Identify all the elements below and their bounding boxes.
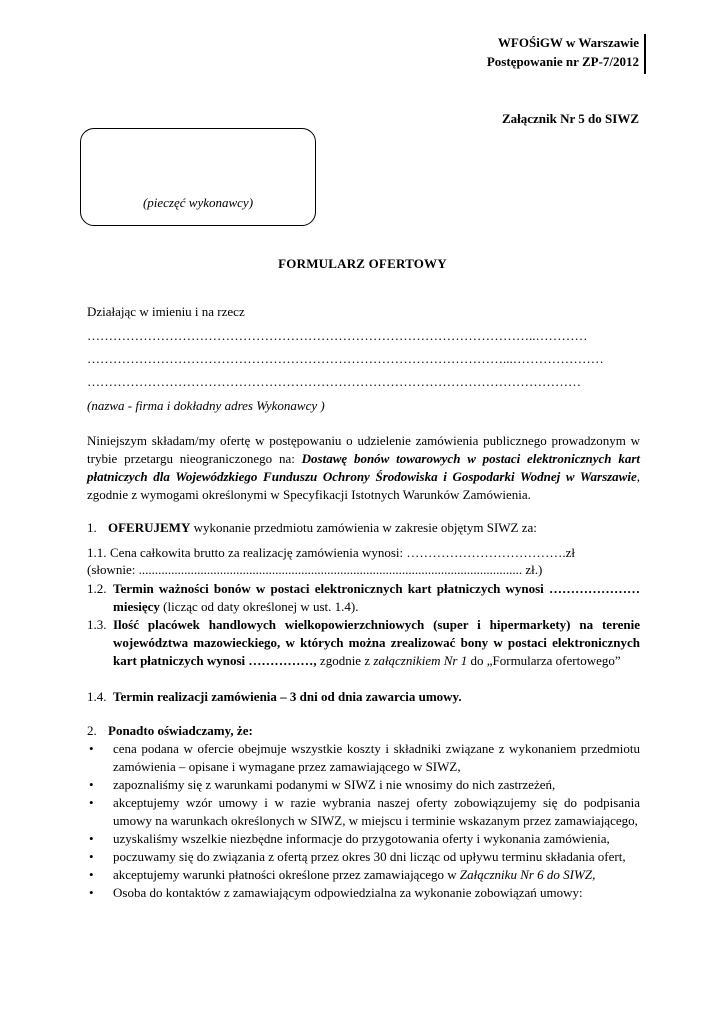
section-2-number: 2. [87, 723, 97, 738]
declaration-item: • uzyskaliśmy wszelkie niezbędne informacje do przygotowania oferty i wykonania zamówienia, [89, 831, 610, 846]
item-1-2-text [113, 580, 640, 616]
item-1-3-rest2: do „Formularza ofertowego” [467, 653, 621, 668]
bullet-icon: • [89, 867, 94, 882]
item-1-2-bold: Termin ważności bonów w postaci elektronicznych kart płatniczych wynosi ………………… miesięcy [113, 581, 640, 614]
header-vertical-rule [644, 34, 646, 74]
section-1-text: wykonanie przedmiotu zamówienia w zakresie objętym SIWZ za: [190, 520, 537, 535]
header-org: WFOŚiGW w Warszawie [497, 35, 639, 50]
stamp-label: (pieczęć wykonawcy) [142, 195, 254, 210]
bullet-icon: • [89, 849, 94, 864]
form-title: FORMULARZ OFERTOWY [278, 256, 447, 271]
bullet-icon: • [89, 831, 94, 846]
item-1-3-rest: zgodnie z [316, 653, 374, 668]
annex-label: Załącznik Nr 5 do SIWZ [501, 111, 639, 126]
item-1-4-number: 1.4. [87, 689, 107, 704]
declaration-item: • akceptujemy warunki płatności określone przez zamawiającego w Załączniku Nr 6 do SIWZ, [89, 867, 596, 882]
intro-text-start: Niniejszym składam/my ofertę w postępowaniu o udzielenie zamówienia publicznego prowadzonym w trybie przetargu nieograniczonego na: [87, 433, 640, 466]
item-1-3-italic: załącznikiem Nr 1 [373, 653, 468, 668]
item-1-1-words: (słownie: ...................................................................................................................... zł.) [87, 562, 543, 577]
declaration-item: • poczuwamy się do związania z ofertą przez okres 30 dni licząc od upływu terminu składania ofert, [89, 849, 626, 864]
item-1-3-text [113, 616, 640, 670]
dotted-line-3: …………………………………………………………………………………………………… [87, 374, 581, 389]
item-1-1-number: 1.1. [87, 545, 107, 560]
item-1-3-number: 1.3. [87, 617, 107, 632]
section-2-heading: Ponadto oświadczamy, że: [108, 723, 253, 738]
bullet-icon: • [89, 777, 94, 792]
item-1-3-bold: Ilość placówek handlowych wielkopowierzchniowych (super i hipermarkety) na terenie województwa mazowieckiego, w których można zrealizować bony w postaci elektronicznych kart płatniczych wynosi ……………, [113, 617, 640, 668]
intro-subject: Dostawę bonów towarowych w postaci elektronicznych kart płatniczych dla Wojewódzkiego Funduszu Ochrony Środowiska i Gospodarki Wodnej w Warszawie [87, 451, 640, 484]
intro-text-end: , zgodnie z wymogami określonymi w Specyfikacji Istotnych Warunków Zamówienia. [87, 469, 640, 502]
contractor-name-note: (nazwa - firma i dokładny adres Wykonawcy ) [87, 398, 325, 413]
item-1-2-rest: (licząc od daty określonej w ust. 1.4). [159, 599, 359, 614]
declaration-item: • Osoba do kontaktów z zamawiającym odpowiedzialna za wykonanie zobowiązań umowy: [89, 885, 583, 900]
section-1-heading [108, 519, 640, 537]
header-proceeding: Postępowanie nr ZP-7/2012 [486, 54, 639, 69]
contractor-stamp-box [80, 128, 316, 226]
acting-label: Działając w imieniu i na rzecz [87, 304, 245, 319]
intro-paragraph [87, 432, 640, 504]
item-1-1-text: Cena całkowita brutto za realizację zamówienia wynosi: ……………………………….zł [110, 545, 575, 560]
declaration-item: • cena podana w ofercie obejmuje wszystkie koszty i składniki związane z wykonaniem przedmiotu zamówienia – opisane i wymagane przez zamawiającego w SIWZ, [89, 741, 640, 774]
item-1-4-bold: Termin realizacji zamówienia – 3 dni od dnia zawarcia umowy. [113, 689, 462, 704]
bullet-icon: • [89, 795, 94, 810]
bullet-icon: • [89, 741, 94, 756]
dotted-line-2: ……………………………………………………………………………………...………………… [87, 351, 604, 366]
dotted-line-1: …………………………………………………………………………………………..………… [87, 328, 588, 343]
section-1-number: 1. [87, 520, 97, 535]
declaration-item: • zapoznaliśmy się z warunkami podanymi w SIWZ i nie wnosimy do nich zastrzeżeń, [89, 777, 556, 792]
bullet-icon: • [89, 885, 94, 900]
declarations-list [87, 740, 640, 902]
section-1-bold: OFERUJEMY [108, 520, 191, 535]
item-1-2-number: 1.2. [87, 581, 107, 596]
declaration-item: • akceptujemy wzór umowy i w razie wybrania naszej oferty zobowiązujemy się do podpisania umowy na warunkach określonych w SIWZ, w miejscu i terminie wskazanym przez zamawiającego, [89, 795, 640, 828]
